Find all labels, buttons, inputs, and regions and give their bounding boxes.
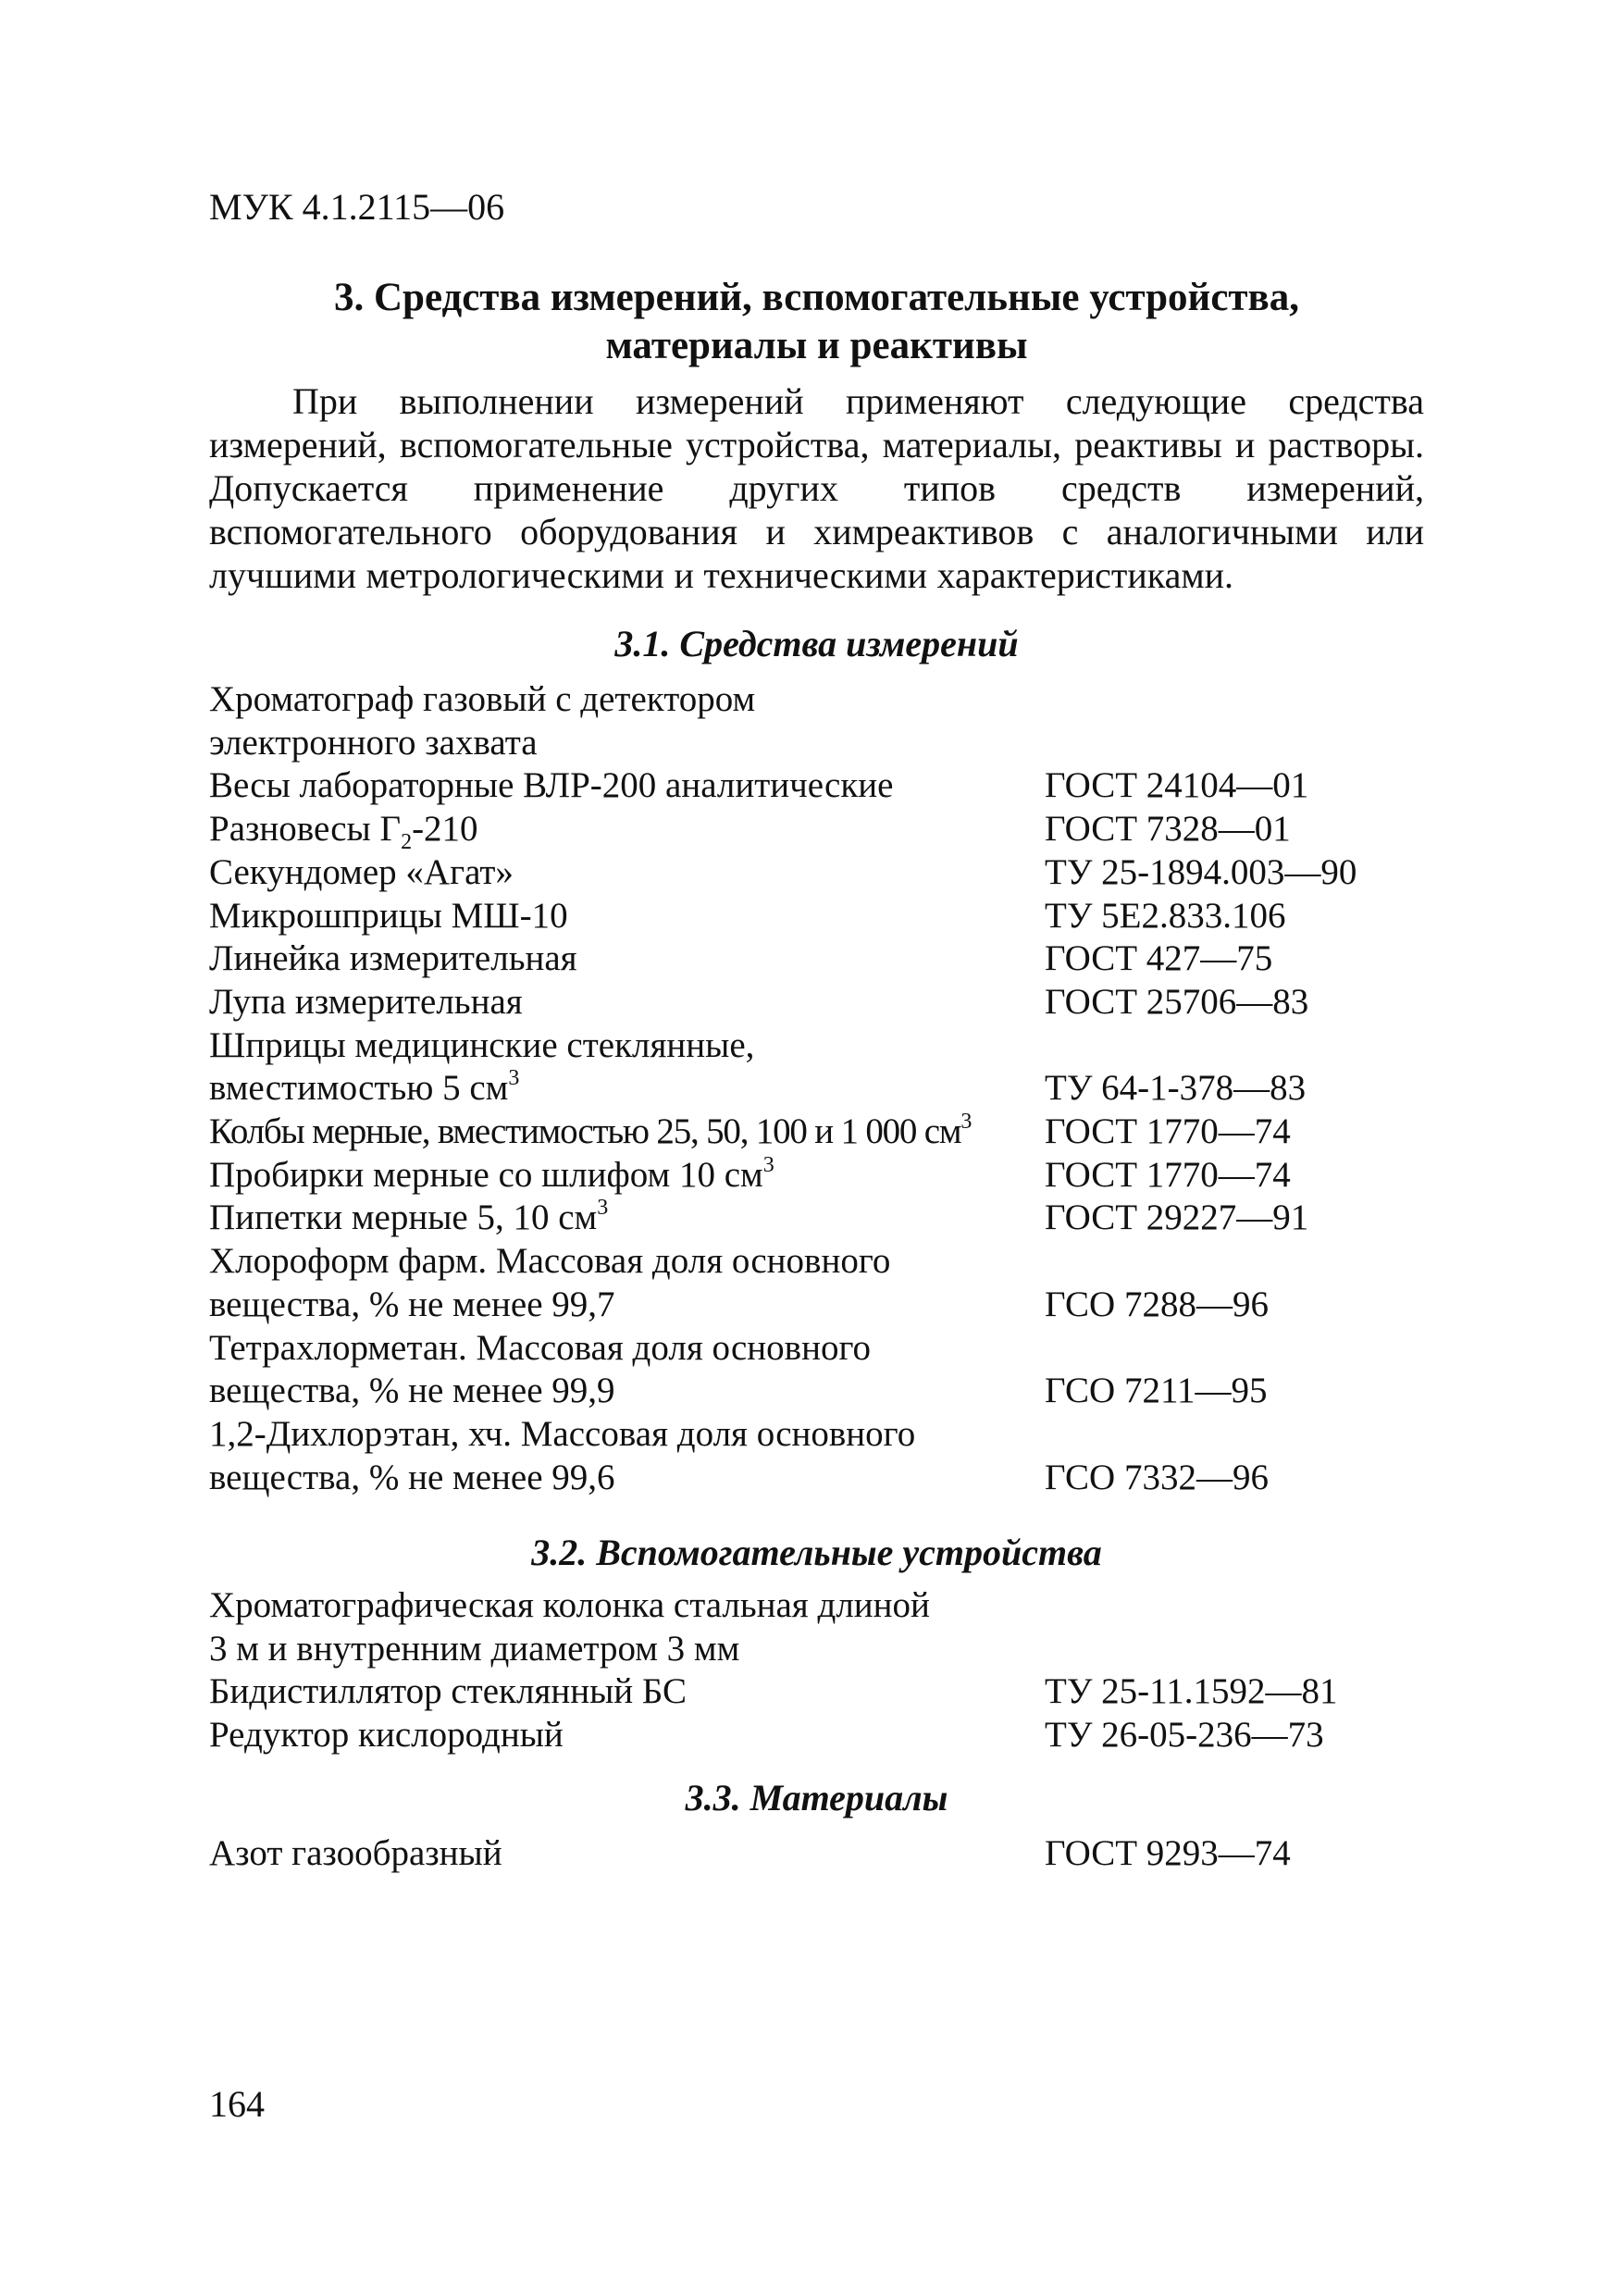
measuring-instruments-list bbox=[209, 678, 1424, 1499]
item-name: Азот газообразный bbox=[209, 1833, 502, 1873]
item-standard: ГОСТ 1770—74 bbox=[1045, 1154, 1291, 1195]
list-item bbox=[209, 1327, 1424, 1371]
item-standard: ГСО 7211—95 bbox=[1045, 1371, 1268, 1411]
list-item bbox=[209, 1457, 1424, 1500]
item-name: 1,2-Дихлорэтан, хч. Массовая доля основного bbox=[209, 1413, 916, 1454]
list-item bbox=[209, 1714, 1424, 1757]
list-item bbox=[209, 1067, 1424, 1111]
subsection-title-measuring-instruments: 3.1. Средства измерений bbox=[614, 623, 1019, 664]
list-item bbox=[209, 1154, 1424, 1198]
section-title bbox=[209, 274, 1424, 370]
item-name: Весы лабораторные ВЛР-200 аналитические bbox=[209, 765, 894, 806]
item-name: Микрошприцы МШ-10 bbox=[209, 895, 568, 936]
page-number: 164 bbox=[209, 2083, 265, 2125]
item-name: 3 м и внутренним диаметром 3 мм bbox=[209, 1628, 740, 1669]
item-name: Колбы мерные, вместимостью 25, 50, 100 и 1 000 $см^3$ bbox=[209, 1110, 972, 1152]
list-item bbox=[209, 937, 1424, 981]
item-name: Пробирки мерные со шлифом 10 $см^3$ bbox=[209, 1152, 774, 1195]
item-standard: ТУ 26-05-236—73 bbox=[1045, 1715, 1324, 1756]
subsection-title-auxiliary-devices: 3.2. Вспомогательные устройства bbox=[531, 1532, 1102, 1573]
item-standard: ГОСТ 25706—83 bbox=[1045, 981, 1309, 1022]
list-item bbox=[209, 895, 1424, 938]
list-item bbox=[209, 1284, 1424, 1327]
item-standard: ГОСТ 24104—01 bbox=[1045, 765, 1309, 806]
item-standard: ГОСТ 7328—01 bbox=[1045, 809, 1291, 850]
section-title-line-1: 3. Средства измерений, вспомогательные устройства, bbox=[333, 276, 1300, 319]
list-item bbox=[209, 981, 1424, 1024]
intro-paragraph: При выполнении измерений применяют следующие средства измерений, вспомогательные устройства, материалы, реактивы и растворы. Допускается применение других типов средств измерений, вспомогательного оборудования и химреактивов с аналогичными или лучшими метрологическими и техническими характеристиками. bbox=[209, 380, 1424, 596]
document-code: МУК 4.1.2115—06 bbox=[209, 186, 505, 228]
list-item bbox=[209, 678, 1424, 722]
item-name: Хроматограф газовый с детектором bbox=[209, 679, 756, 719]
item-standard: ГОСТ 29227—91 bbox=[1045, 1198, 1309, 1238]
item-standard: ГСО 7288—96 bbox=[1045, 1284, 1269, 1324]
item-standard: ТУ 5Е2.833.106 bbox=[1045, 895, 1286, 936]
item-standard: ГОСТ 9293—74 bbox=[1045, 1833, 1291, 1873]
item-standard: ТУ 25-1894.003—90 bbox=[1045, 851, 1357, 892]
item-name: вместимостью 5 $см^3$ bbox=[209, 1066, 520, 1109]
list-item bbox=[209, 1024, 1424, 1068]
item-name: электронного захвата bbox=[209, 722, 538, 763]
section-title-line-2: материалы и реактивы bbox=[605, 324, 1028, 367]
item-name: вещества, % не менее 99,9 bbox=[209, 1371, 615, 1411]
item-name: Разновесы $Г_2-210$ bbox=[209, 809, 478, 854]
list-item bbox=[209, 1584, 1424, 1628]
item-name: Хлороформ фарм. Массовая доля основного bbox=[209, 1241, 891, 1282]
list-item bbox=[209, 1670, 1424, 1714]
item-name: Хроматографическая колонка стальная длиной bbox=[209, 1585, 930, 1625]
item-name: Тетрахлорметан. Массовая доля основного bbox=[209, 1327, 871, 1368]
item-name: Бидистиллятор стеклянный БС bbox=[209, 1671, 688, 1712]
item-standard: ГСО 7332—96 bbox=[1045, 1457, 1269, 1497]
item-name: Секундомер «Агат» bbox=[209, 851, 514, 892]
list-item bbox=[209, 1370, 1424, 1413]
list-item bbox=[209, 1111, 1424, 1154]
item-standard: ТУ 25-11.1592—81 bbox=[1045, 1671, 1338, 1712]
item-standard: ТУ 64-1-378—83 bbox=[1045, 1068, 1307, 1109]
list-item bbox=[209, 808, 1424, 854]
item-name: вещества, % не менее 99,7 bbox=[209, 1284, 615, 1324]
item-name: вещества, % не менее 99,6 bbox=[209, 1457, 615, 1497]
list-item bbox=[209, 1413, 1424, 1457]
item-standard: ГОСТ 1770—74 bbox=[1045, 1111, 1291, 1152]
list-item bbox=[209, 851, 1424, 895]
list-item bbox=[209, 1240, 1424, 1284]
item-name: Линейка измерительная bbox=[209, 938, 577, 979]
list-item bbox=[209, 1628, 1424, 1671]
auxiliary-devices-list bbox=[209, 1584, 1424, 1757]
list-item bbox=[209, 764, 1424, 808]
list-item bbox=[209, 722, 1424, 765]
list-item bbox=[209, 1197, 1424, 1240]
list-item bbox=[209, 1832, 1424, 1876]
item-name: Шприцы медицинские стеклянные, bbox=[209, 1024, 755, 1065]
materials-list bbox=[209, 1832, 1424, 1876]
item-standard: ГОСТ 427—75 bbox=[1045, 938, 1273, 979]
subsection-title-materials: 3.3. Материалы bbox=[685, 1777, 948, 1818]
item-name: Пипетки мерные 5, 10 $см^3$ bbox=[209, 1196, 609, 1238]
item-name: Лупа измерительная bbox=[209, 981, 523, 1022]
item-name: Редуктор кислородный bbox=[209, 1715, 564, 1756]
